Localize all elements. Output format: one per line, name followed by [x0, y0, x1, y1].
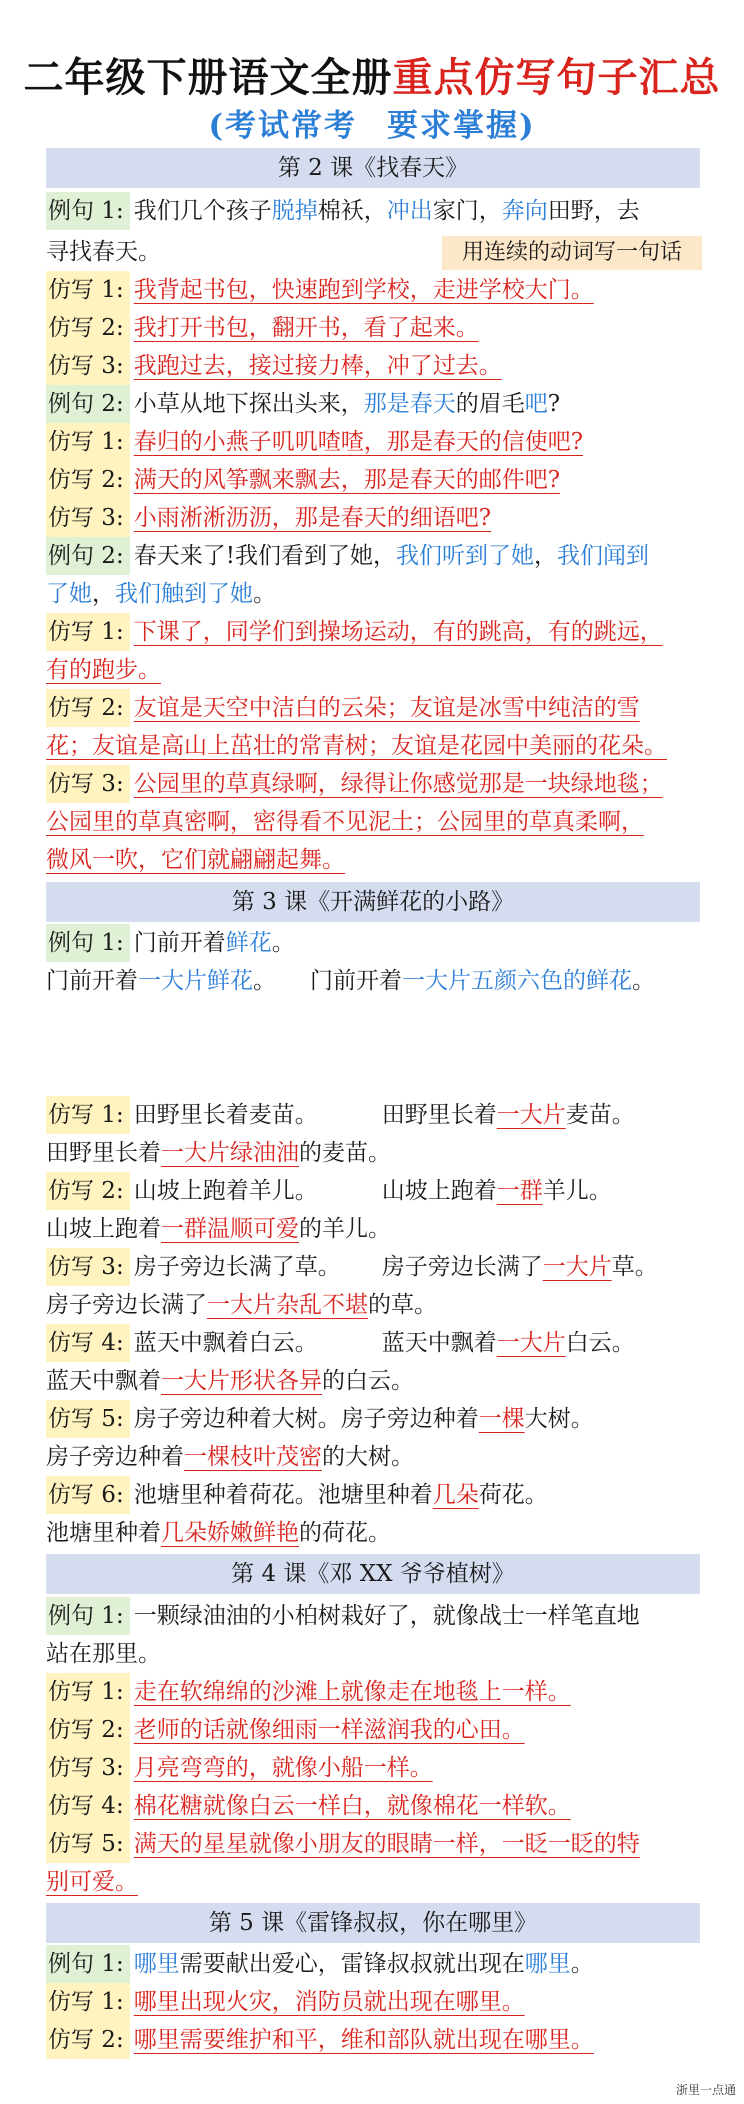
lesson-3-example: 例句 1: 门前开着鲜花。: [46, 924, 295, 962]
imitation-line: 仿写 5: 满天的星星就像小朋友的眼睛一样，一眨一眨的特: [46, 1825, 640, 1863]
lesson-4-example: 例句 1: 一颗绿油油的小柏树栽好了，就像战士一样笔直地: [46, 1597, 640, 1635]
imitation-line: 仿写 2: 满天的风筝飘来飘去，那是春天的邮件吧?: [46, 461, 560, 499]
imitation-line: 仿写 1: 春归的小燕子叽叽喳喳，那是春天的信使吧?: [46, 423, 583, 461]
imitation-line: 仿写 4: 蓝天中飘着白云。 蓝天中飘着一大片白云。: [46, 1324, 635, 1362]
imitation-line-cont: 有的跑步。: [46, 657, 161, 683]
imitation-line: 仿写 2: 友谊是天空中洁白的云朵；友谊是冰雪中纯洁的雪: [46, 689, 640, 727]
imitation-line-cont: 田野里长着一大片绿油油的麦苗。: [46, 1140, 391, 1166]
imitation-line-cont: 微风一吹，它们就翩翩起舞。: [46, 847, 345, 873]
imitation-line-cont: 别可爱。: [46, 1869, 138, 1895]
imitation-line: 仿写 1: 田野里长着麦苗。 田野里长着一大片麦苗。: [46, 1096, 635, 1134]
watermark: 浙里一点通: [675, 2083, 736, 2097]
imitation-line: 仿写 6: 池塘里种着荷花。池塘里种着几朵荷花。: [46, 1476, 548, 1514]
imitation-line: 仿写 2: 山坡上跑着羊儿。 山坡上跑着一群羊儿。: [46, 1172, 612, 1210]
instruction-note: 用连续的动词写一句话: [442, 236, 702, 270]
lesson-4-heading: 第 4 课《邓 XX 爷爷植树》: [46, 1554, 700, 1594]
imitation-line: 仿写 3: 公园里的草真绿啊，绿得让你感觉那是一块绿地毯；: [46, 765, 663, 803]
lesson-3-example-expanded: 门前开着一大片鲜花。 门前开着一大片五颜六色的鲜花。: [46, 968, 655, 994]
lesson-2-heading: 第 2 课《找春天》: [46, 148, 700, 188]
imitation-line-cont: 池塘里种着几朵娇嫩鲜艳的荷花。: [46, 1520, 391, 1546]
imitation-line-cont: 房子旁边长满了一大片杂乱不堪的草。: [46, 1292, 437, 1318]
imitation-line: 仿写 3: 我跑过去，接过接力棒，冲了过去。: [46, 347, 502, 385]
imitation-line-cont: 公园里的草真密啊，密得看不见泥土；公园里的草真柔啊，: [46, 809, 644, 835]
lesson-4-example-cont: 站在那里。: [46, 1641, 161, 1667]
lesson-5-heading: 第 5 课《雷锋叔叔，你在哪里》: [46, 1903, 700, 1943]
imitation-line: 仿写 3: 小雨淅淅沥沥，那是春天的细语吧?: [46, 499, 491, 537]
imitation-line: 仿写 1: 下课了，同学们到操场运动，有的跳高，有的跳远，: [46, 613, 663, 651]
lesson-2-example-2: 例句 2: 小草从地下探出头来，那是春天的眉毛吧?: [46, 385, 560, 423]
lesson-2-example-1-cont: 寻找春天。: [46, 239, 161, 265]
imitation-line: 仿写 1: 走在软绵绵的沙滩上就像走在地毯上一样。: [46, 1673, 571, 1711]
imitation-line-cont: 花；友谊是高山上茁壮的常青树；友谊是花园中美丽的花朵。: [46, 733, 667, 759]
imitation-line: 仿写 2: 老师的话就像细雨一样滋润我的心田。: [46, 1711, 525, 1749]
imitation-line: 仿写 1: 哪里出现火灾，消防员就出现在哪里。: [46, 1983, 525, 2021]
lesson-3-heading: 第 3 课《开满鲜花的小路》: [46, 882, 700, 922]
imitation-line: 仿写 2: 我打开书包，翻开书，看了起来。: [46, 309, 479, 347]
imitation-line-cont: 蓝天中飘着一大片形状各异的白云。: [46, 1368, 414, 1394]
imitation-line-cont: 山坡上跑着一群温顺可爱的羊儿。: [46, 1216, 391, 1242]
example-label: 例句 1:: [46, 192, 130, 230]
imitation-line: 仿写 5: 房子旁边种着大树。房子旁边种着一棵大树。: [46, 1400, 594, 1438]
lesson-2-example-3: 例句 2: 春天来了!我们看到了她，我们听到了她，我们闻到: [46, 537, 649, 575]
imitation-line: 仿写 1: 我背起书包，快速跑到学校，走进学校大门。: [46, 271, 594, 309]
lesson-2-example-3-cont: 了她，我们触到了她。: [46, 581, 276, 607]
imitation-line: 仿写 3: 月亮弯弯的，就像小船一样。: [46, 1749, 433, 1787]
lesson-5-example: 例句 1: 哪里需要献出爱心，雷锋叔叔就出现在哪里。: [46, 1945, 594, 1983]
imitation-line: 仿写 2: 哪里需要维护和平，维和部队就出现在哪里。: [46, 2021, 594, 2059]
page-subtitle: (考试常考 要求掌握): [208, 108, 536, 144]
lesson-2-example-1: 例句 1: 我们几个孩子脱掉棉袄，冲出家门，奔向田野，去: [46, 192, 640, 230]
imitation-line: 仿写 3: 房子旁边长满了草。 房子旁边长满了一大片草。: [46, 1248, 658, 1286]
imitation-line-cont: 房子旁边种着一棵枝叶茂密的大树。: [46, 1444, 414, 1470]
page-title: 二年级下册语文全册重点仿写句子汇总: [23, 55, 721, 101]
imitation-line: 仿写 4: 棉花糖就像白云一样白，就像棉花一样软。: [46, 1787, 571, 1825]
